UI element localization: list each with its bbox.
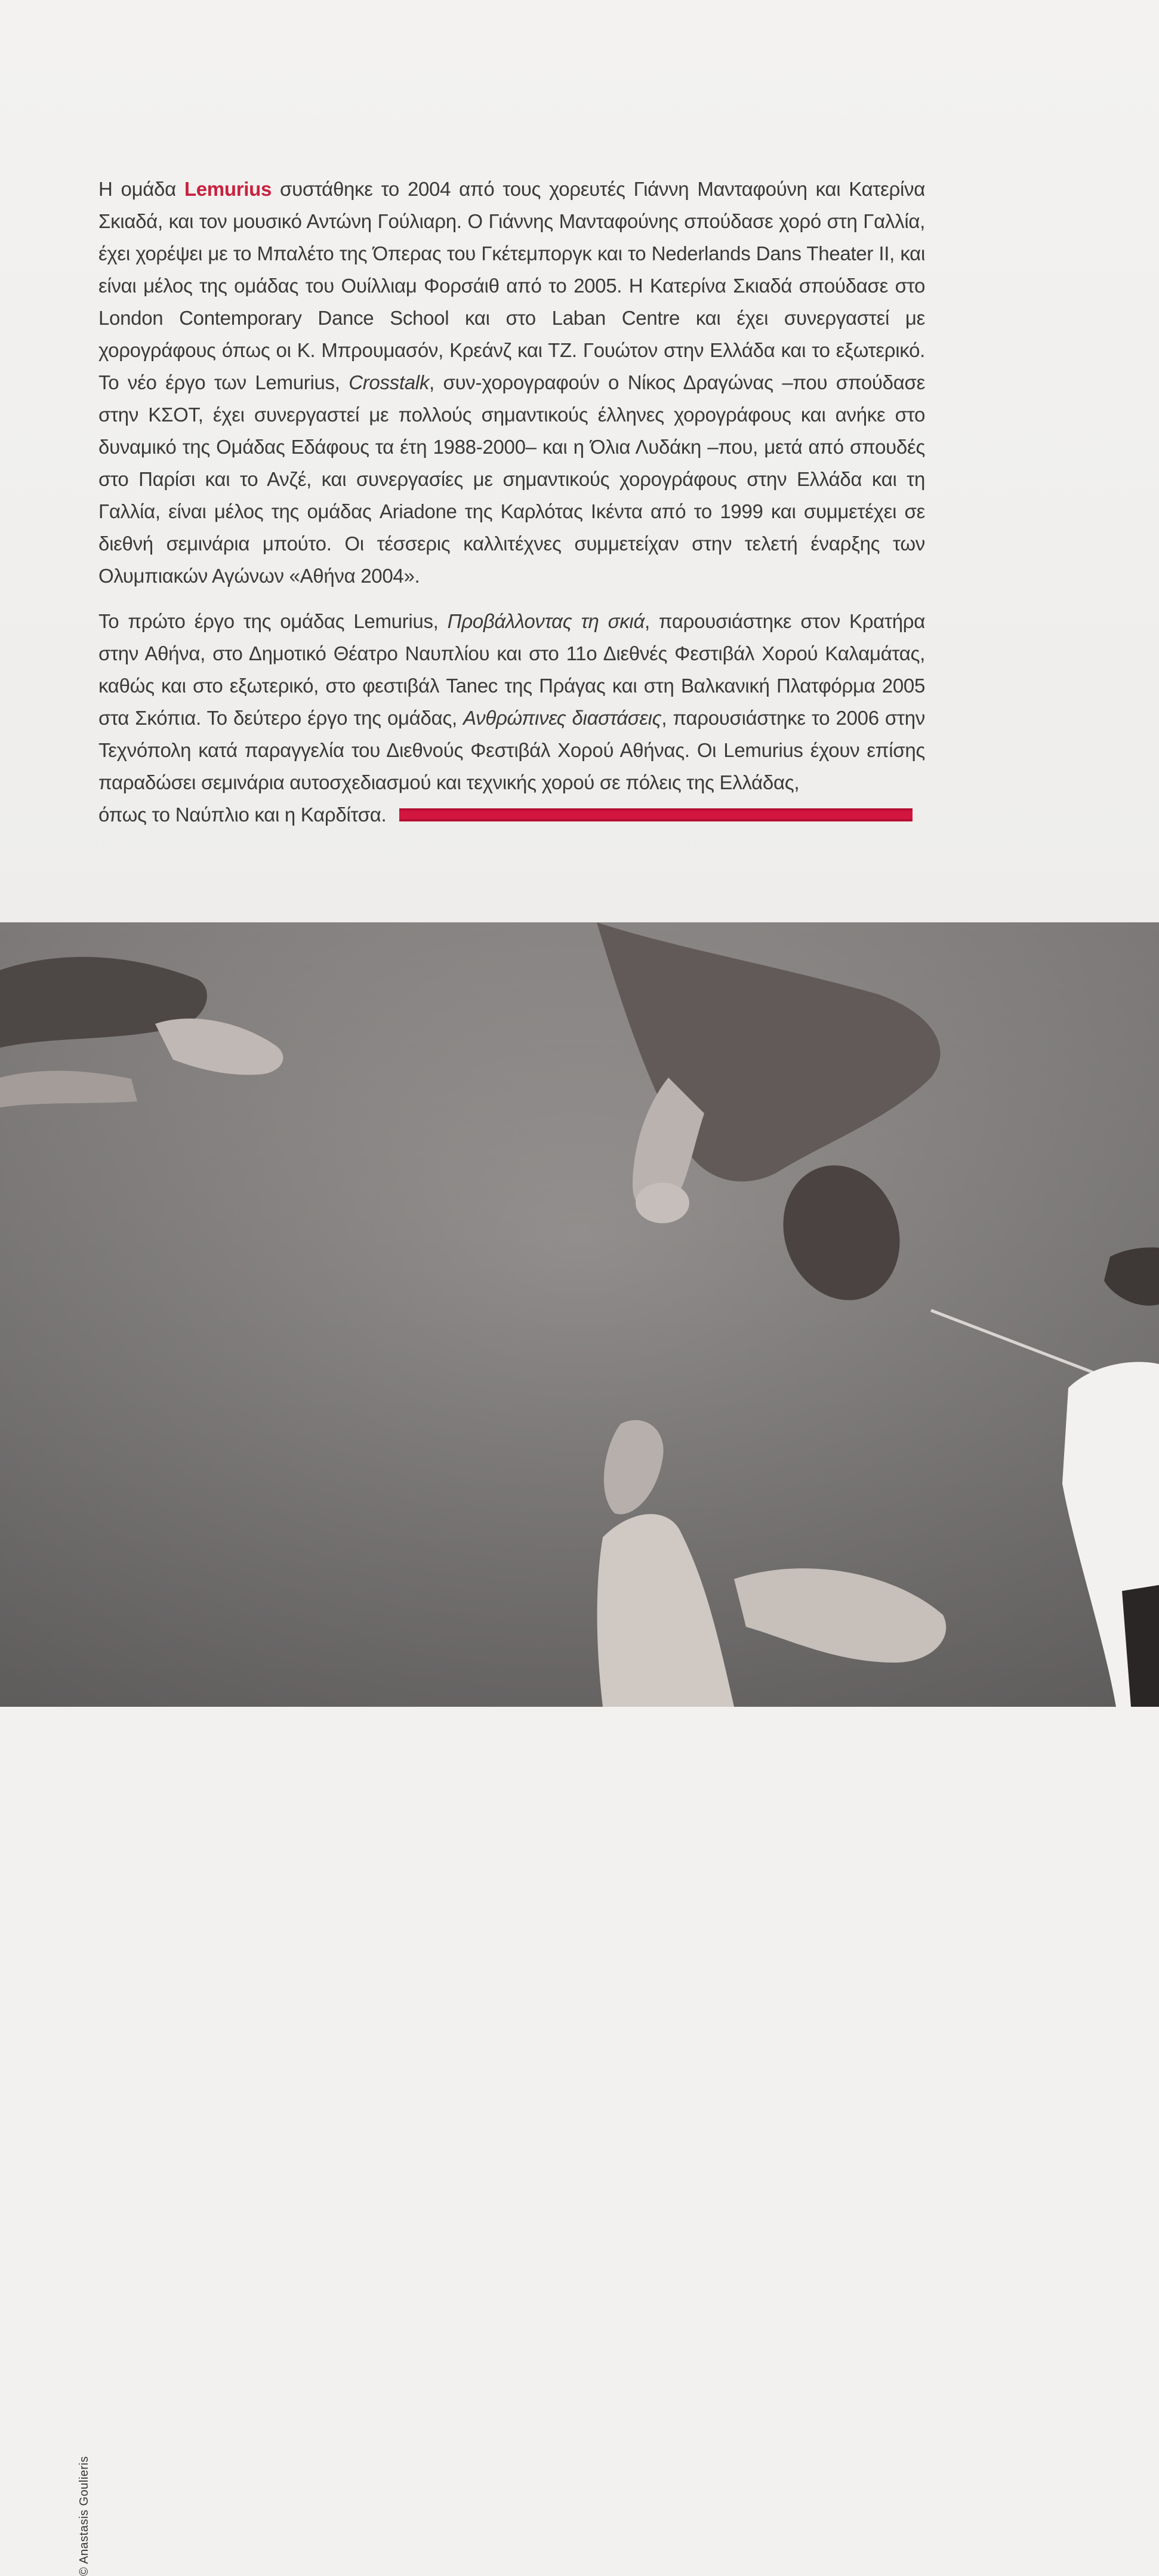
para1-lead: Η ομάδα bbox=[98, 178, 184, 200]
para2-tail: , παρουσιάστηκε το 2006 στην Τεχνόπολη κατά παραγγελία του Διεθνούς Φεστιβάλ Χορού Αθήνας. Οι Lemurius έχουν επίσης παραδώσει σεμινάρια αυτοσχεδιασμού και τεχνικής χορού σε πόλεις της Ελλάδας, bbox=[98, 707, 925, 793]
dancers-photo-graphic bbox=[0, 922, 1159, 1707]
red-end-rule bbox=[399, 808, 913, 821]
para1-tail: , συν-χορογραφούν ο Νίκος Δραγώνας –που σπούδασε στην ΚΣΟΤ, έχει συνεργαστεί με πολλούς σημαντικούς έλληνες χορογράφους και ανήκε στο δυναμικό της Ομάδας Εδάφους τα έτη 1988-2000– και η Όλια Λυδάκη –που, μετά από σπουδές στο Παρίσι και το Ανζέ, και συνεργασίες με σημαντικούς χορογράφους στην Ελλάδα και τη Γαλλία, είναι μέλος της ομάδας Ariadone της Καρλότας Ικέντα από το 1999 και συμμετέχει σε διεθνή σεμινάρια μπούτο. Οι τέσσερις καλλιτέχνες συμμετείχαν στην τελετή έναρξης των Ολυμπιακών Αγώνων «Αθήνα 2004». bbox=[98, 371, 925, 587]
article-text bbox=[98, 173, 925, 831]
para2-lead: Το πρώτο έργο της ομάδας Lemurius, bbox=[98, 610, 448, 632]
closing-text: όπως το Ναύπλιο και η Καρδίτσα. bbox=[98, 804, 387, 826]
para1-body: συστάθηκε το 2004 από τους χορευτές Γιάννη Μανταφούνη και Κατερίνα Σκιαδά, και τον μουσικό Αντώνη Γούλιαρη. Ο Γιάννης Μανταφούνης σπούδασε χορό στη Γαλλία, έχει χορέψει με το Μπαλέτο της Όπερας του Γκέτεμποργκ και το Nederlands Dans Theater II, και είναι μέλος της ομάδας του Ουίλλιαμ Φορσάιθ από το 2005. Η Κατερίνα Σκιαδά σπούδασε στο London Contemporary Dance School και στο Laban Centre και έχει συνεργαστεί με χορογράφους όπως οι Κ. Μπρουμασόν, Κρεάνζ και ΤΖ. Γουώτον στην Ελλάδα και το εξωτερικό. Το νέο έργο των Lemurius, bbox=[98, 178, 925, 393]
brand-name: Lemurius bbox=[184, 178, 272, 200]
work-title-shadow: Προβάλλοντας τη σκιά bbox=[447, 610, 645, 632]
work-title-crosstalk: Crosstalk bbox=[349, 371, 430, 393]
paragraph-2 bbox=[98, 605, 925, 799]
work-title-dimensions: Ανθρώπινες διαστάσεις bbox=[463, 707, 662, 729]
dancers-photo bbox=[0, 922, 1159, 2576]
para2-body: , παρουσιάστηκε στον Κρατήρα στην Αθήνα, στο Δημοτικό Θέατρο Ναυπλίου και στο 11ο Διεθνές Φεστιβάλ Χορού Καλαμάτας, καθώς και στο εξωτερικό, στο φεστιβάλ Tanec της Πράγας και στη Βαλκανική Πλατφόρμα 2005 στα Σκόπια. Το δεύτερο έργο της ομάδας, bbox=[98, 610, 925, 729]
paragraph-1 bbox=[98, 173, 925, 592]
photo-credit: © Anastasis Goulieris bbox=[78, 2456, 91, 2576]
closing-line bbox=[98, 799, 925, 831]
